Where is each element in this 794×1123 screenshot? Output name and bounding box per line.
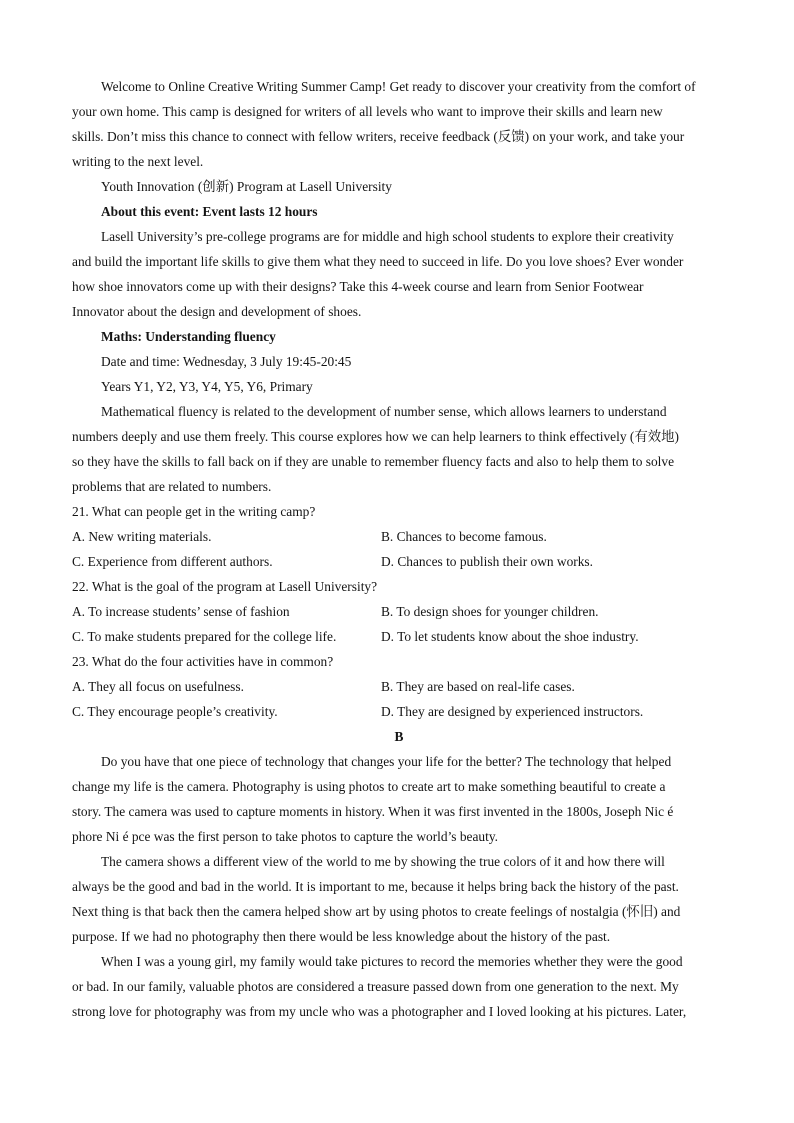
option-row xyxy=(72,599,726,624)
text-line: writing to the next level. xyxy=(72,154,204,169)
text-line: numbers deeply and use them freely. This course explores how we can help learners to think effectively (有效地) xyxy=(72,429,679,444)
text-line: your own home. This camp is designed for writers of all levels who want to improve their skills and learn new xyxy=(72,104,663,119)
option-row xyxy=(72,699,726,724)
youth-program-title: Youth Innovation (创新) Program at Lasell University xyxy=(101,179,392,194)
section-b-heading: B xyxy=(394,729,404,744)
option-b: B. Chances to become famous. xyxy=(381,529,547,544)
text-line: strong love for photography was from my uncle who was a photographer and I loved looking at his pictures. Later, xyxy=(72,1004,687,1019)
maths-paragraph xyxy=(72,399,726,499)
text-line: phore Ni é pce was the first person to take photos to capture the world’s beauty. xyxy=(72,829,499,844)
text-line: problems that are related to numbers. xyxy=(72,479,272,494)
text-line: or bad. In our family, valuable photos are considered a treasure passed down from one generation to the next. My xyxy=(72,979,679,994)
question-21 xyxy=(72,499,726,574)
event-heading: About this event: Event lasts 12 hours xyxy=(101,204,318,219)
option-d: D. To let students know about the shoe industry. xyxy=(381,629,639,644)
text-line: always be the good and bad in the world. It is important to me, because it helps bring back the history of the past. xyxy=(72,879,679,894)
section-b-paragraph-1 xyxy=(72,749,726,849)
option-a: A. To increase students’ sense of fashion xyxy=(72,604,290,619)
option-row xyxy=(72,674,726,699)
text-line: The camera shows a different view of the world to me by showing the true colors of it and how there will xyxy=(101,854,665,869)
text-line: Mathematical fluency is related to the development of number sense, which allows learners to understand xyxy=(101,404,667,419)
section-b-paragraph-3 xyxy=(72,949,726,1024)
question-22 xyxy=(72,574,726,649)
option-d: D. Chances to publish their own works. xyxy=(381,554,593,569)
option-row xyxy=(72,524,726,549)
question-stem: 21. What can people get in the writing camp? xyxy=(72,504,316,519)
option-c: C. They encourage people’s creativity. xyxy=(72,704,278,719)
text-line: Do you have that one piece of technology that changes your life for the better? The technology that helped xyxy=(101,754,672,769)
option-c: C. To make students prepared for the college life. xyxy=(72,629,337,644)
option-b: B. To design shoes for younger children. xyxy=(381,604,599,619)
section-b-paragraph-2 xyxy=(72,849,726,949)
camp-intro-paragraph xyxy=(72,74,726,174)
text-line: When I was a young girl, my family would take pictures to record the memories whether they were the good xyxy=(101,954,683,969)
question-stem: 22. What is the goal of the program at Lasell University? xyxy=(72,579,378,594)
text-line: change my life is the camera. Photography is using photos to create art to make something beautiful to create a xyxy=(72,779,666,794)
text-line: story. The camera was used to capture moments in history. When it was first invented in the 1800s, Joseph Nic é xyxy=(72,804,674,819)
text-line: purpose. If we had no photography then there would be less knowledge about the history of the past. xyxy=(72,929,611,944)
question-23 xyxy=(72,649,726,724)
option-d: D. They are designed by experienced instructors. xyxy=(381,704,644,719)
text-line: how shoe innovators come up with their designs? Take this 4-week course and learn from Senior Footwear xyxy=(72,279,644,294)
maths-heading: Maths: Understanding fluency xyxy=(101,329,276,344)
lasell-paragraph xyxy=(72,224,726,324)
option-row xyxy=(72,549,726,574)
maths-datetime: Date and time: Wednesday, 3 July 19:45-20:45 xyxy=(101,354,352,369)
text-line: Innovator about the design and development of shoes. xyxy=(72,304,362,319)
text-line: and build the important life skills to give them what they need to succeed in life. Do you love shoes? Ever wonder xyxy=(72,254,684,269)
text-line: skills. Don’t miss this chance to connect with fellow writers, receive feedback (反馈) on your work, and take your xyxy=(72,129,685,144)
option-row xyxy=(72,624,726,649)
maths-years: Years Y1, Y2, Y3, Y4, Y5, Y6, Primary xyxy=(101,379,313,394)
text-line: so they have the skills to fall back on if they are unable to remember fluency facts and also to help them to solve xyxy=(72,454,675,469)
option-b: B. They are based on real-life cases. xyxy=(381,679,575,694)
document-page xyxy=(72,74,726,1024)
option-c: C. Experience from different authors. xyxy=(72,554,273,569)
option-a: A. New writing materials. xyxy=(72,529,212,544)
text-line: Lasell University’s pre-college programs are for middle and high school students to explore their creativity xyxy=(101,229,674,244)
text-line: Welcome to Online Creative Writing Summer Camp! Get ready to discover your creativity from the comfort of xyxy=(101,79,696,94)
option-a: A. They all focus on usefulness. xyxy=(72,679,244,694)
text-line: Next thing is that back then the camera helped show art by using photos to create feelings of nostalgia (怀旧) and xyxy=(72,904,681,919)
question-stem: 23. What do the four activities have in common? xyxy=(72,654,334,669)
